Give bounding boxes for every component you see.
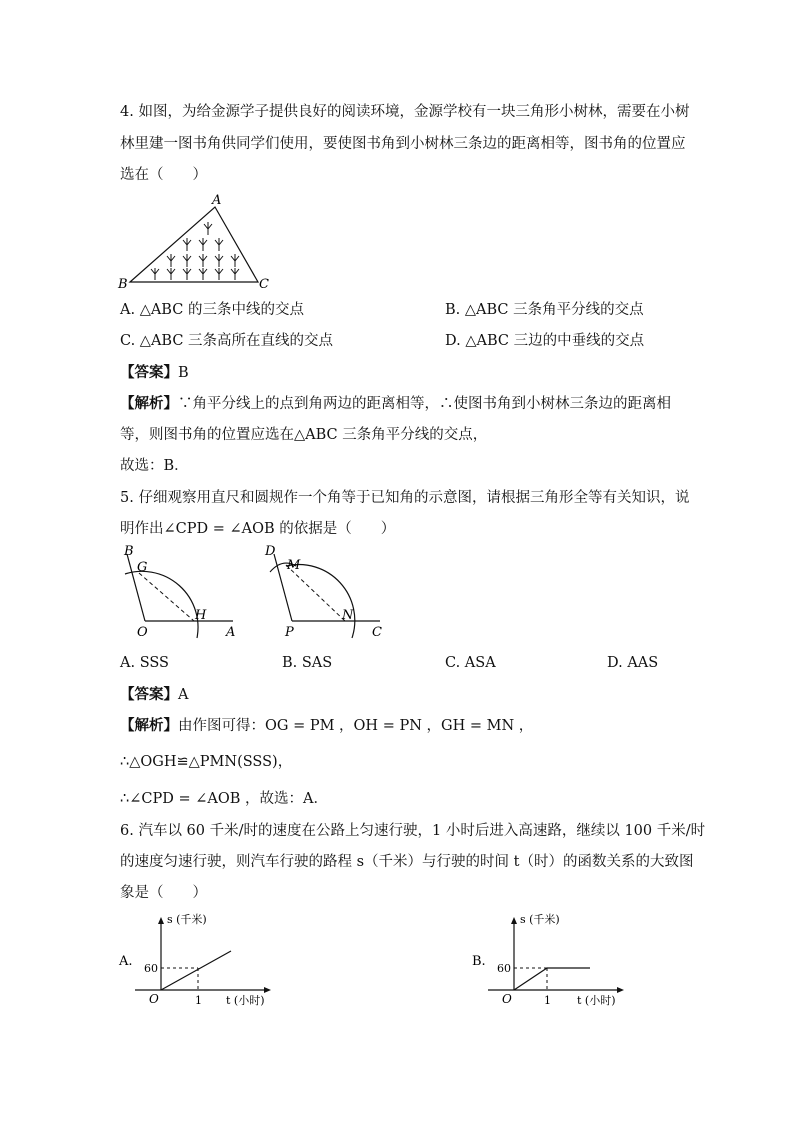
q5-analysis-line-1 [120, 716, 533, 736]
q4-stem-line-3: 选在（ ） [120, 167, 207, 183]
graph-a-label: A. [119, 954, 133, 969]
q4-triangle-figure [115, 190, 285, 290]
q5-option-d: D. AAS [607, 655, 659, 671]
dashed-mn [286, 565, 345, 621]
x-axis-label: t (小时) [577, 994, 616, 1007]
answer-tag: 【答案】 [120, 364, 178, 381]
label-h: H [195, 608, 207, 623]
q4-option-b: B. △ABC 三条角平分线的交点 [445, 302, 644, 318]
q5-stem-line-2: 明作出∠CPD = ∠AOB 的依据是（ ） [120, 521, 396, 537]
q5-analysis-line-3: ∴∠CPD = ∠AOB ，故选：A． [120, 791, 328, 807]
q5-analysis-text-1: 由作图可得：OG = PM ，OH = PN ，GH = MN ， [178, 718, 534, 734]
q6-stem-line-2: 的速度匀速行驶，则汽车行驶的路程 s（千米）与行驶的时间 t（时）的函数关系的大致图 [120, 854, 694, 870]
q4-stem-line-1: 4. 如图，为给金源学子提供良好的阅读环境，金源学校有一块三角形小树林，需要在小树 [120, 104, 690, 120]
x-tick-1: 1 [544, 994, 551, 1007]
analysis-tag: 【解析】 [120, 717, 178, 734]
label-m: M [287, 558, 301, 573]
graph-a-line [161, 951, 231, 990]
q5-answer-line [120, 685, 188, 705]
q4-answer: B [178, 365, 189, 381]
q5-figure-aob [115, 542, 245, 642]
arc-mn [286, 565, 355, 638]
label-o: O [137, 625, 148, 640]
label-a: A [226, 625, 236, 640]
q4-analysis-line-1 [120, 394, 671, 414]
q4-analysis-text-1: ∵角平分线上的点到角两边的距离相等，∴使图书角到小树林三条边的距离相 [178, 396, 671, 412]
answer-tag: 【答案】 [120, 686, 178, 703]
dashed-gh [139, 573, 194, 621]
q5-option-b: B. SAS [282, 655, 333, 671]
triangle-abc [130, 207, 258, 282]
q4-answer-line [120, 363, 189, 383]
q4-stem-line-2: 林里建一图书角供同学们使用，要使图书角到小树林三条边的距离相等，图书角的位置应 [120, 136, 686, 152]
graph-b-line [514, 968, 590, 990]
label-p: P [285, 625, 294, 640]
q4-option-c: C. △ABC 三条高所在直线的交点 [120, 333, 334, 349]
q4-option-a: A. △ABC 的三条中线的交点 [120, 302, 304, 318]
origin-label: O [502, 992, 512, 1006]
label-n: N [342, 608, 354, 623]
q4-analysis-line-3: 故选：B． [120, 458, 189, 474]
graph-b-label: B. [472, 954, 486, 969]
q6-graph-b [468, 908, 638, 1008]
label-a: A [212, 193, 222, 208]
label-c: C [372, 625, 382, 640]
q6-stem-line-1: 6. 汽车以 60 千米/时的速度在公路上匀速行驶，1 小时后进入高速路，继续以 100 千米/时 [120, 823, 706, 839]
y-tick-60: 60 [497, 962, 511, 975]
label-b: B [124, 544, 134, 559]
label-d: D [265, 544, 276, 559]
q5-option-c: C. ASA [445, 655, 496, 671]
origin-label: O [149, 992, 159, 1006]
q5-answer: A [178, 687, 189, 703]
q5-figure-cpd [262, 542, 392, 642]
x-tick-1: 1 [195, 994, 202, 1007]
q6-stem-line-3: 象是（ ） [120, 885, 207, 901]
q4-option-d: D. △ABC 三边的中垂线的交点 [445, 333, 645, 349]
q6-graph-a [115, 908, 285, 1008]
label-b: B [118, 277, 128, 290]
arc-gh [125, 571, 198, 638]
y-axis-label: s (千米) [520, 913, 560, 926]
q4-analysis-line-2: 等，则图书角的位置应选在△ABC 三条角平分线的交点， [120, 427, 488, 443]
label-c: C [259, 277, 269, 290]
q5-stem-line-1: 5. 仔细观察用直尺和圆规作一个角等于已知角的示意图，请根据三角形全等有关知识，说 [120, 490, 690, 506]
y-tick-60: 60 [144, 962, 158, 975]
x-axis-label: t (小时) [226, 994, 265, 1007]
analysis-tag: 【解析】 [120, 395, 178, 412]
q5-option-a: A. SSS [120, 655, 169, 671]
tree-symbols [151, 222, 239, 280]
label-g: G [137, 560, 148, 575]
y-axis-label: s (千米) [167, 913, 207, 926]
q5-analysis-line-2: ∴△OGH≌△PMN(SSS)， [120, 754, 293, 770]
